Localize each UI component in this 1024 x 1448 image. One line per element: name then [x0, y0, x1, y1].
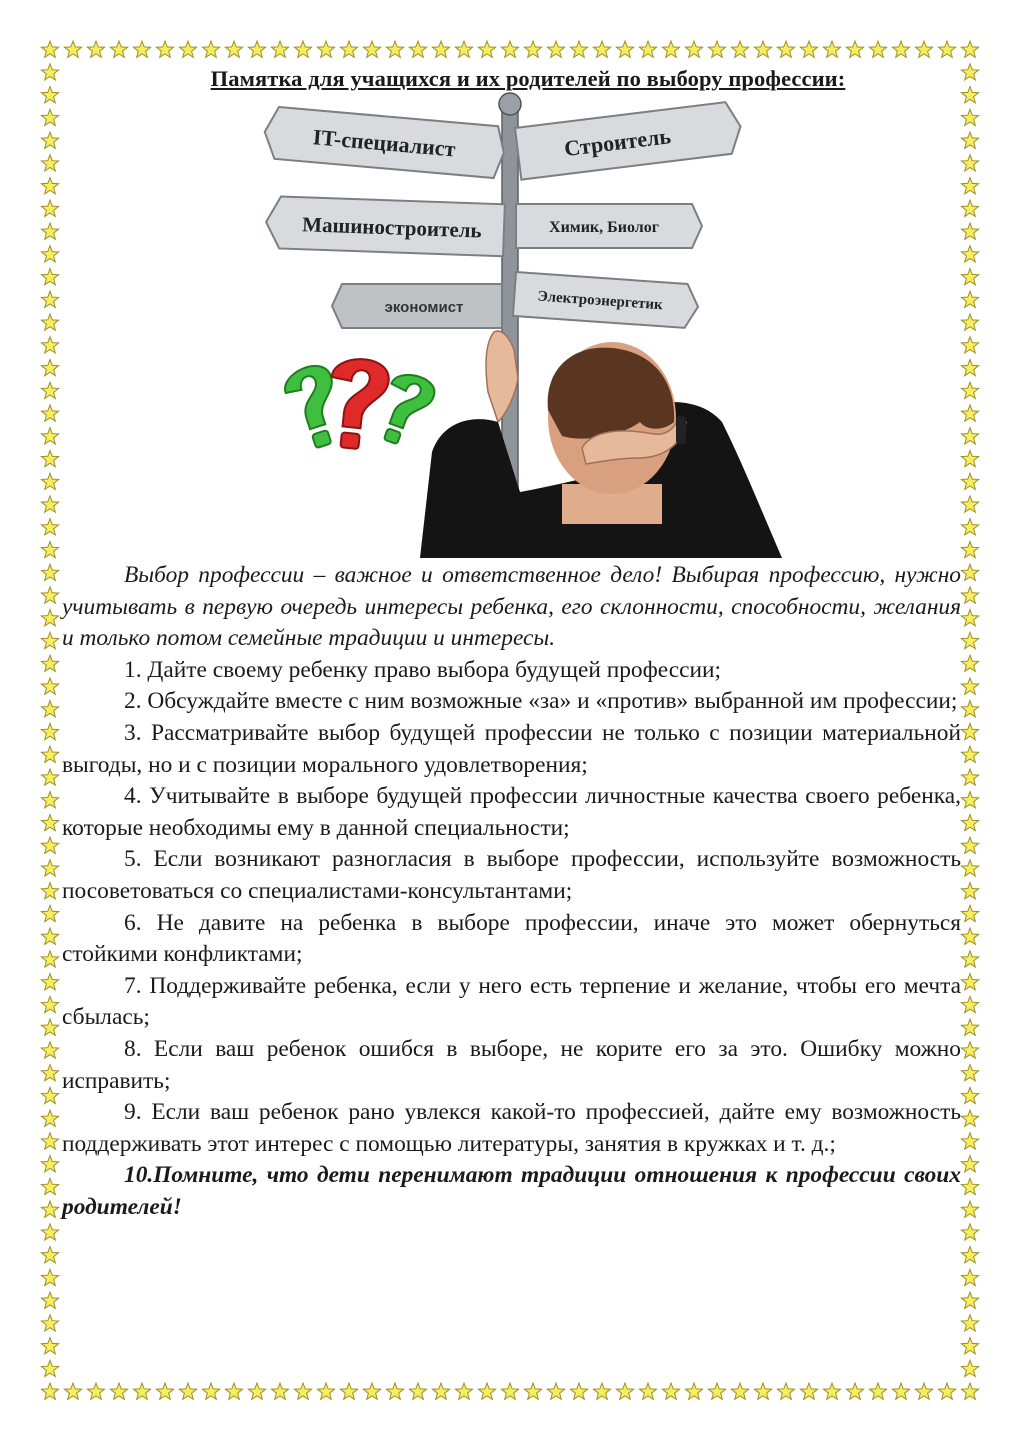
border-star-icon	[409, 41, 426, 57]
svg-text:IT-специалист: IT-специалист	[311, 124, 457, 162]
border-star-icon	[41, 1224, 58, 1240]
border-star-icon	[961, 382, 978, 398]
border-star-icon	[202, 1383, 219, 1399]
border-star-icon	[961, 1133, 978, 1149]
border-star-icon	[41, 1110, 58, 1126]
border-star-icon	[961, 1019, 978, 1035]
border-star-icon	[41, 996, 58, 1012]
border-star-icon	[478, 41, 495, 57]
list-item: 7. Поддерживайте ребенка, если у него есть терпение и желание, чтобы его мечта сбылась;	[62, 972, 961, 1031]
border-star-icon	[961, 405, 978, 421]
border-star-icon	[501, 1383, 518, 1399]
border-star-icon	[64, 1383, 81, 1399]
border-star-icon	[961, 587, 978, 603]
border-star-icon	[41, 223, 58, 239]
border-star-icon	[662, 41, 679, 57]
border-star-icon	[41, 337, 58, 353]
border-star-icon	[961, 269, 978, 285]
border-star-icon	[133, 1383, 150, 1399]
border-star-icon	[294, 1383, 311, 1399]
border-star-icon	[961, 359, 978, 375]
border-star-icon	[731, 1383, 748, 1399]
border-star-icon	[110, 1383, 127, 1399]
border-star-icon	[363, 41, 380, 57]
border-star-icon	[41, 473, 58, 489]
border-star-icon	[961, 996, 978, 1012]
border-star-icon	[639, 41, 656, 57]
border-star-icon	[41, 1178, 58, 1194]
border-star-icon	[340, 41, 357, 57]
border-star-icon	[961, 200, 978, 216]
sign-engineer	[265, 196, 505, 256]
border-star-icon	[961, 723, 978, 739]
border-star-icon	[41, 1247, 58, 1263]
sign-builder	[515, 101, 744, 180]
border-star-icon	[961, 1110, 978, 1126]
border-star-icon	[961, 496, 978, 512]
border-star-icon	[961, 1201, 978, 1217]
border-star-icon	[961, 746, 978, 762]
border-star-icon	[41, 519, 58, 535]
border-star-icon	[41, 860, 58, 876]
border-star-icon	[961, 541, 978, 557]
border-star-icon	[961, 905, 978, 921]
border-star-icon	[409, 1383, 426, 1399]
border-star-icon	[156, 41, 173, 57]
border-star-icon	[64, 41, 81, 57]
border-star-icon	[363, 1383, 380, 1399]
border-star-icon	[961, 860, 978, 876]
border-star-icon	[961, 1156, 978, 1172]
border-star-icon	[41, 928, 58, 944]
border-star-icon	[961, 928, 978, 944]
border-star-icon	[616, 1383, 633, 1399]
border-star-icon	[524, 1383, 541, 1399]
sign-chemist	[516, 204, 702, 248]
border-star-icon	[478, 1383, 495, 1399]
border-star-icon	[961, 632, 978, 648]
border-star-icon	[41, 837, 58, 853]
border-star-icon	[41, 678, 58, 694]
border-star-icon	[869, 41, 886, 57]
border-star-icon	[961, 814, 978, 830]
intro-paragraph: Выбор профессии – важное и ответственное дело! Выбирая профессию, нужно учитывать в первую очередь интересы ребенка, его склонности, способности, желания и только потом семейные традиции и интересы.	[62, 562, 961, 652]
sign-energy	[513, 272, 700, 329]
border-star-icon	[961, 769, 978, 785]
border-star-icon	[455, 41, 472, 57]
border-star-icon	[616, 41, 633, 57]
border-star-icon	[570, 41, 587, 57]
border-star-icon	[823, 1383, 840, 1399]
final-note: 10.Помните, что дети перенимают традиции отношения к профессии своих родителей!	[62, 1162, 961, 1220]
border-star-icon	[961, 155, 978, 171]
border-star-icon	[961, 223, 978, 239]
border-star-icon	[41, 610, 58, 626]
border-star-icon	[202, 41, 219, 57]
border-star-icon	[731, 41, 748, 57]
border-star-icon	[961, 1269, 978, 1285]
border-star-icon	[869, 1383, 886, 1399]
border-star-icon	[938, 1383, 955, 1399]
border-star-icon	[685, 41, 702, 57]
border-star-icon	[961, 41, 978, 57]
border-star-icon	[41, 382, 58, 398]
border-star-icon	[41, 1383, 58, 1399]
border-star-icon	[179, 41, 196, 57]
border-star-icon	[41, 1269, 58, 1285]
border-star-icon	[41, 792, 58, 808]
border-star-icon	[41, 109, 58, 125]
border-star-icon	[961, 1178, 978, 1194]
border-star-icon	[41, 314, 58, 330]
border-star-icon	[961, 883, 978, 899]
border-star-icon	[547, 41, 564, 57]
border-star-icon	[915, 1383, 932, 1399]
border-star-icon	[41, 1315, 58, 1331]
border-star-icon	[386, 41, 403, 57]
border-star-icon	[846, 41, 863, 57]
border-star-icon	[41, 1338, 58, 1354]
border-star-icon	[271, 41, 288, 57]
border-star-icon	[639, 1383, 656, 1399]
border-star-icon	[294, 41, 311, 57]
border-star-icon	[777, 1383, 794, 1399]
border-star-icon	[41, 132, 58, 148]
border-star-icon	[41, 428, 58, 444]
border-star-icon	[961, 837, 978, 853]
border-star-icon	[248, 1383, 265, 1399]
border-star-icon	[156, 1383, 173, 1399]
border-star-icon	[961, 132, 978, 148]
border-star-icon	[754, 41, 771, 57]
border-star-icon	[708, 41, 725, 57]
border-star-icon	[179, 1383, 196, 1399]
border-star-icon	[41, 1133, 58, 1149]
border-star-icon	[961, 655, 978, 671]
border-star-icon	[41, 155, 58, 171]
border-star-icon	[961, 473, 978, 489]
border-star-icon	[271, 1383, 288, 1399]
border-star-icon	[455, 1383, 472, 1399]
border-star-icon	[41, 974, 58, 990]
border-star-icon	[961, 178, 978, 194]
border-star-icon	[41, 291, 58, 307]
list-item: 3. Рассматривайте выбор будущей профессии не только с позиции материальной выгоды, но и с позиции морального удовлетворения;	[62, 719, 961, 778]
border-star-icon	[41, 200, 58, 216]
border-star-icon	[961, 1224, 978, 1240]
border-star-icon	[87, 1383, 104, 1399]
border-star-icon	[41, 883, 58, 899]
border-star-icon	[41, 405, 58, 421]
border-star-icon	[961, 428, 978, 444]
border-star-icon	[41, 1087, 58, 1103]
border-star-icon	[800, 1383, 817, 1399]
border-star-icon	[41, 951, 58, 967]
border-star-icon	[961, 610, 978, 626]
border-star-icon	[961, 1315, 978, 1331]
border-star-icon	[41, 1019, 58, 1035]
svg-text:Машиностроитель: Машиностроитель	[301, 212, 483, 243]
border-star-icon	[593, 41, 610, 57]
border-star-icon	[386, 1383, 403, 1399]
border-star-icon	[41, 701, 58, 717]
border-star-icon	[41, 496, 58, 512]
border-star-icon	[41, 632, 58, 648]
border-star-icon	[41, 541, 58, 557]
border-star-icon	[248, 41, 265, 57]
svg-text:экономист: экономист	[384, 299, 464, 316]
border-star-icon	[570, 1383, 587, 1399]
border-star-icon	[87, 41, 104, 57]
border-star-icon	[961, 1065, 978, 1081]
border-star-icon	[547, 1383, 564, 1399]
border-star-icon	[317, 41, 334, 57]
border-star-icon	[961, 314, 978, 330]
list-item: 9. Если ваш ребенок рано увлекся какой-то профессией, дайте ему возможность поддерживать этот интерес с помощью литературы, занятия в кружках и т. д.;	[62, 1099, 961, 1157]
border-star-icon	[961, 1338, 978, 1354]
border-star-icon	[961, 701, 978, 717]
border-star-icon	[41, 1042, 58, 1058]
border-star-icon	[961, 337, 978, 353]
border-star-icon	[685, 1383, 702, 1399]
border-star-icon	[961, 1360, 978, 1376]
border-star-icon	[317, 1383, 334, 1399]
border-star-icon	[41, 87, 58, 103]
border-star-icon	[708, 1383, 725, 1399]
page-title: Памятка для учащихся и их родителей по выбору профессии:	[210, 66, 846, 91]
border-star-icon	[524, 41, 541, 57]
border-star-icon	[110, 41, 127, 57]
border-star-icon	[915, 41, 932, 57]
list-item: 8. Если ваш ребенок ошибся в выборе, не корите его за это. Ошибку можно исправить;	[62, 1035, 961, 1094]
border-star-icon	[41, 769, 58, 785]
border-star-icon	[501, 41, 518, 57]
border-star-icon	[961, 678, 978, 694]
border-star-icon	[961, 109, 978, 125]
list-item: 6. Не давите на ребенка в выборе профессии, иначе это может обернуться стойкими конфликтами;	[62, 909, 961, 968]
border-star-icon	[961, 951, 978, 967]
border-star-icon	[777, 41, 794, 57]
border-star-icon	[41, 1201, 58, 1217]
border-star-icon	[41, 723, 58, 739]
border-star-icon	[892, 41, 909, 57]
svg-text:Химик, Биолог: Химик, Биолог	[549, 219, 659, 236]
svg-text:Электроэнергетик: Электроэнергетик	[537, 288, 664, 314]
border-star-icon	[41, 450, 58, 466]
border-star-icon	[340, 1383, 357, 1399]
sign-it	[262, 106, 506, 179]
border-star-icon	[961, 450, 978, 466]
border-star-icon	[41, 1360, 58, 1376]
border-star-icon	[41, 1292, 58, 1308]
border-star-icon	[432, 41, 449, 57]
border-star-icon	[961, 1042, 978, 1058]
border-star-icon	[961, 1247, 978, 1263]
border-star-icon	[41, 178, 58, 194]
border-star-icon	[133, 41, 150, 57]
list-item: 2. Обсуждайте вместе с ним возможные «за» и «против» выбранной им профессии;	[124, 688, 958, 715]
border-star-icon	[961, 291, 978, 307]
border-star-icon	[961, 246, 978, 262]
border-star-icon	[225, 41, 242, 57]
border-star-icon	[754, 1383, 771, 1399]
question-marks-icon	[280, 356, 438, 452]
border-star-icon	[41, 905, 58, 921]
person-figure	[420, 331, 782, 558]
border-star-icon	[846, 1383, 863, 1399]
border-star-icon	[961, 792, 978, 808]
border-star-icon	[823, 41, 840, 57]
list-item: 4. Учитывайте в выборе будущей профессии личностные качества своего ребенка, которые необходимы ему в данной специальности;	[62, 783, 961, 841]
border-star-icon	[41, 246, 58, 262]
svg-text:Строитель: Строитель	[562, 123, 673, 162]
border-star-icon	[41, 41, 58, 57]
border-star-icon	[41, 587, 58, 603]
border-star-icon	[961, 1383, 978, 1399]
border-star-icon	[961, 564, 978, 580]
border-star-icon	[41, 746, 58, 762]
content	[62, 560, 961, 1223]
border-star-icon	[225, 1383, 242, 1399]
border-star-icon	[961, 974, 978, 990]
sign-economist	[332, 284, 502, 328]
border-star-icon	[800, 41, 817, 57]
border-star-icon	[41, 655, 58, 671]
border-star-icon	[41, 814, 58, 830]
border-star-icon	[593, 1383, 610, 1399]
list-item: 1. Дайте своему ребенку право выбора будущей профессии;	[124, 656, 722, 683]
border-star-icon	[938, 41, 955, 57]
border-star-icon	[892, 1383, 909, 1399]
border-star-icon	[41, 1065, 58, 1081]
border-star-icon	[41, 64, 58, 80]
border-star-icon	[41, 1156, 58, 1172]
career-signpost-illustration	[262, 92, 822, 558]
border-star-icon	[662, 1383, 679, 1399]
border-star-icon	[41, 359, 58, 375]
border-star-icon	[961, 519, 978, 535]
list-item: 5. Если возникают разногласия в выборе профессии, используйте возможность посоветоваться со специалистами-консультантами;	[62, 846, 961, 904]
border-star-icon	[41, 564, 58, 580]
border-star-icon	[961, 1087, 978, 1103]
border-star-icon	[961, 1292, 978, 1308]
border-star-icon	[41, 269, 58, 285]
border-star-icon	[432, 1383, 449, 1399]
